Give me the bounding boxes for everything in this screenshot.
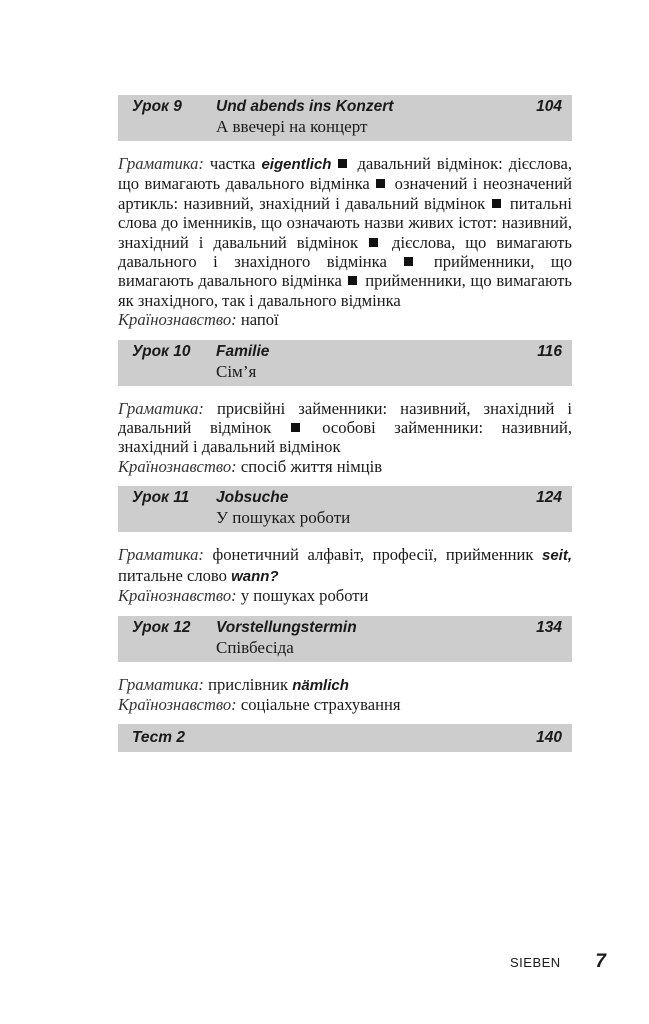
grammar-paragraph — [118, 545, 572, 586]
test-page: 140 — [536, 729, 562, 747]
grammar-text: прислівник — [203, 674, 293, 694]
culture-text: напої — [236, 310, 279, 330]
culture-label: Країнознавство: — [118, 310, 237, 330]
keyword: eigentlich — [261, 156, 332, 173]
grammar-label: Граматика: — [118, 674, 204, 694]
lesson-page: 134 — [536, 618, 562, 636]
culture-label: Країнознавство: — [118, 586, 237, 606]
culture-text: спосіб життя німців — [236, 456, 383, 476]
bullet-square-icon — [492, 199, 501, 208]
grammar-text: фонетичний алфавіт, професії, прийменник — [203, 545, 542, 565]
bullet-square-icon — [348, 276, 357, 285]
bullet-square-icon — [404, 257, 413, 266]
page-footer — [510, 951, 606, 973]
grammar-text: питальні слова до іменників, що означають назви живих істот: називний, знахідний і давальний відмінок — [118, 193, 572, 252]
culture-paragraph — [118, 457, 572, 476]
culture-paragraph — [118, 310, 572, 329]
grammar-label: Граматика: — [118, 398, 204, 418]
bullet-square-icon — [291, 423, 300, 432]
lesson-number: Урок 12 — [132, 618, 191, 636]
culture-text: соціальне страхування — [236, 694, 401, 714]
keyword: seit, — [541, 547, 572, 565]
test-label: Тест 2 — [132, 729, 186, 747]
lesson-subtitle: Співбесіда — [216, 637, 294, 657]
grammar-text: частка — [203, 154, 262, 173]
keyword: wann? — [231, 567, 279, 585]
lesson-page: 104 — [536, 98, 562, 115]
grammar-text: означений і неозначений артикль: називний, знахідний і давальний відмінок — [118, 174, 572, 213]
lesson-page: 116 — [537, 342, 562, 360]
lesson-header — [118, 486, 572, 532]
lesson-number: Урок 11 — [132, 489, 190, 507]
lesson-header — [118, 95, 572, 141]
grammar-text: прийменники, що вимагають як знахідного, так і давального відмінка — [118, 271, 572, 310]
table-of-contents — [118, 95, 572, 752]
lesson-description — [118, 154, 572, 330]
lesson-description — [118, 545, 572, 605]
lesson-page: 124 — [536, 489, 562, 507]
grammar-label: Граматика: — [118, 545, 204, 565]
bullet-square-icon — [338, 159, 347, 168]
lesson-number: Урок 9 — [132, 98, 182, 115]
lesson-subtitle: Сім’я — [216, 361, 257, 381]
lesson-header — [118, 340, 572, 386]
lesson-number: Урок 10 — [132, 342, 191, 360]
grammar-text: дієслова, що вимагають давального і знахідного відмінка — [118, 232, 572, 272]
culture-paragraph — [118, 586, 572, 605]
grammar-text: давальний відмінок: дієслова, що вимагають давального відмінка — [118, 154, 572, 194]
lesson-title: Und abends ins Konzert — [216, 98, 394, 115]
lesson-title: Jobsuche — [216, 489, 289, 507]
grammar-paragraph — [118, 399, 572, 457]
grammar-text: присвійні займенники: називний, знахідний і давальний відмінок — [118, 398, 572, 438]
grammar-paragraph — [118, 154, 572, 310]
culture-label: Країнознавство: — [118, 694, 237, 714]
grammar-text: особові займенники: називний, знахідний і давальний відмінок — [118, 418, 572, 457]
lesson-title: Vorstellungstermin — [216, 618, 357, 636]
lesson-header — [118, 616, 572, 662]
culture-label: Країнознавство: — [118, 456, 237, 476]
lesson-title: Familie — [216, 342, 270, 360]
test-header — [118, 724, 572, 752]
lesson-description — [118, 399, 572, 477]
grammar-text: прийменники, що вимагають давального відмінка — [118, 252, 572, 291]
grammar-label: Граматика: — [118, 154, 204, 173]
culture-paragraph — [118, 695, 572, 714]
grammar-text: питальне слово — [118, 565, 232, 585]
culture-text: у пошуках роботи — [236, 586, 369, 606]
footer-word: SIEBEN — [510, 955, 561, 970]
bullet-square-icon — [369, 238, 378, 247]
bullet-square-icon — [376, 179, 385, 188]
lesson-subtitle: У пошуках роботи — [216, 508, 351, 528]
lesson-subtitle: А ввечері на концерт — [216, 117, 368, 136]
grammar-paragraph — [118, 675, 572, 695]
page-number: 7 — [595, 951, 606, 972]
lesson-description — [118, 675, 572, 715]
keyword: nämlich — [292, 676, 349, 694]
